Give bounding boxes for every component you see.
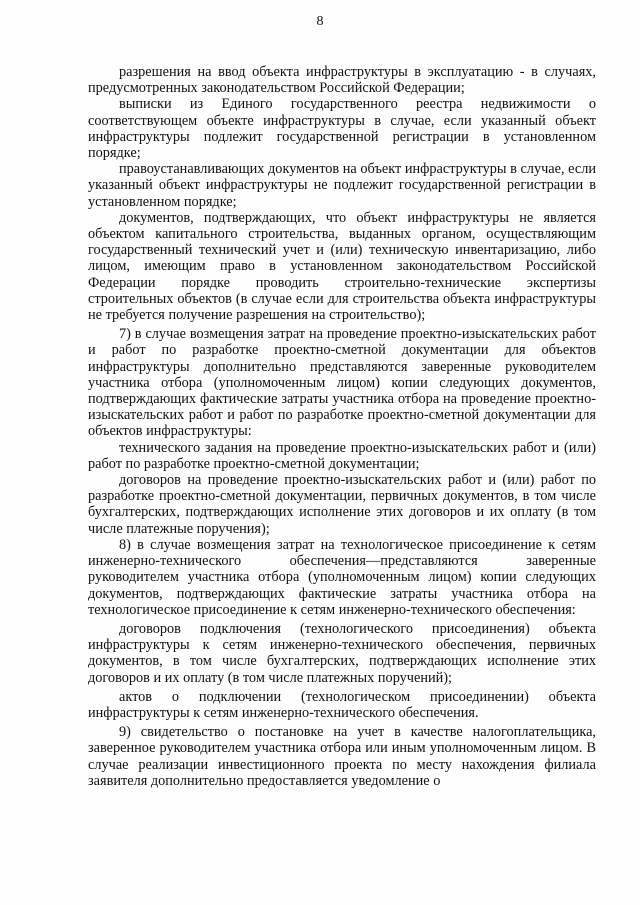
paragraph-title-documents: правоустанавливающих документов на объект инфраструктуры в случае, если указанный объект инфраструктуры не подлежит государственной регистрации в установленном порядке; xyxy=(88,161,596,210)
paragraph-item-8: 8) в случае возмещения затрат на технологическое присоединение к сетям инженерно-технического обеспечения—представляются заверенные руководителем участника отбора (уполномоченным лицом) копии следующих документов, подтверждающих фактические затраты участника отбора на технологическое присоединение к сетям инженерно-технического обеспечения: xyxy=(88,536,596,618)
document-body xyxy=(88,64,596,789)
page-number: 8 xyxy=(316,14,324,29)
paragraph-technical-assignment: технического задания на проведение проектно-изыскательских работ и (или) работ по разработке проектно-сметной документации; xyxy=(88,439,596,472)
paragraph-non-capital-object-documents: документов, подтверждающих, что объект инфраструктуры не является объектом капитального строительства, выданных органом, осуществляющим государственный технический учет и (или) техническую инвентаризацию, либо лицом, имеющим право в установленном законодательством Российской Федерации порядке проводить строительно-технические экспертизы строительных объектов (в случае если для строительства объекта инфраструктуры не требуется получение разрешения на строительство); xyxy=(88,209,596,324)
paragraph-connection-acts: актов о подключении (технологическом присоединении) объекта инфраструктуры к сетям инженерно-технического обеспечения. xyxy=(88,688,596,721)
paragraph-connection-contracts: договоров подключения (технологического присоединения) объекта инфраструктуры к сетям инженерно-технического обеспечения, первичных документов, в том числе бухгалтерских, подтверждающих исполнение этих договоров и их оплату (в том числе платежных поручений); xyxy=(88,620,596,686)
paragraph-registry-extract: выписки из Единого государственного реестра недвижимости о соответствующем объекте инфраструктуры в случае, если указанный объект инфраструктуры подлежит государственной регистрации в установленном порядке; xyxy=(88,96,596,162)
paragraph-item-7: 7) в случае возмещения затрат на проведение проектно-изыскательских работ и работ по разработке проектно-сметной документации для объектов инфраструктуры дополнительно представляются заверенные руководителем участника отбора (уполномоченным лицом) копии следующих документов, подтверждающих фактические затраты участника отбора на проведение проектно-изыскательских работ и работ по разработке проектно-сметной документации для объектов инфраструктуры: xyxy=(88,326,596,440)
paragraph-item-9: 9) свидетельство о постановке на учет в качестве налогоплательщика, заверенное руководителем участника отбора или иным уполномоченным лицом. В случае реализации инвестиционного проекта по месту нахождения филиала заявителя дополнительно предоставляется уведомление о xyxy=(88,724,596,789)
paragraph-commissioning-permit: разрешения на ввод объекта инфраструктуры в эксплуатацию - в случаях, предусмотренных законодательством Российской Федерации; xyxy=(88,64,596,97)
paragraph-survey-contracts: договоров на проведение проектно-изыскательских работ и (или) работ по разработке проектно-сметной документации, первичных документов, в том числе бухгалтерских, подтверждающих исполнение этих договоров и их оплату (в том числе платежные поручения); xyxy=(88,472,596,537)
